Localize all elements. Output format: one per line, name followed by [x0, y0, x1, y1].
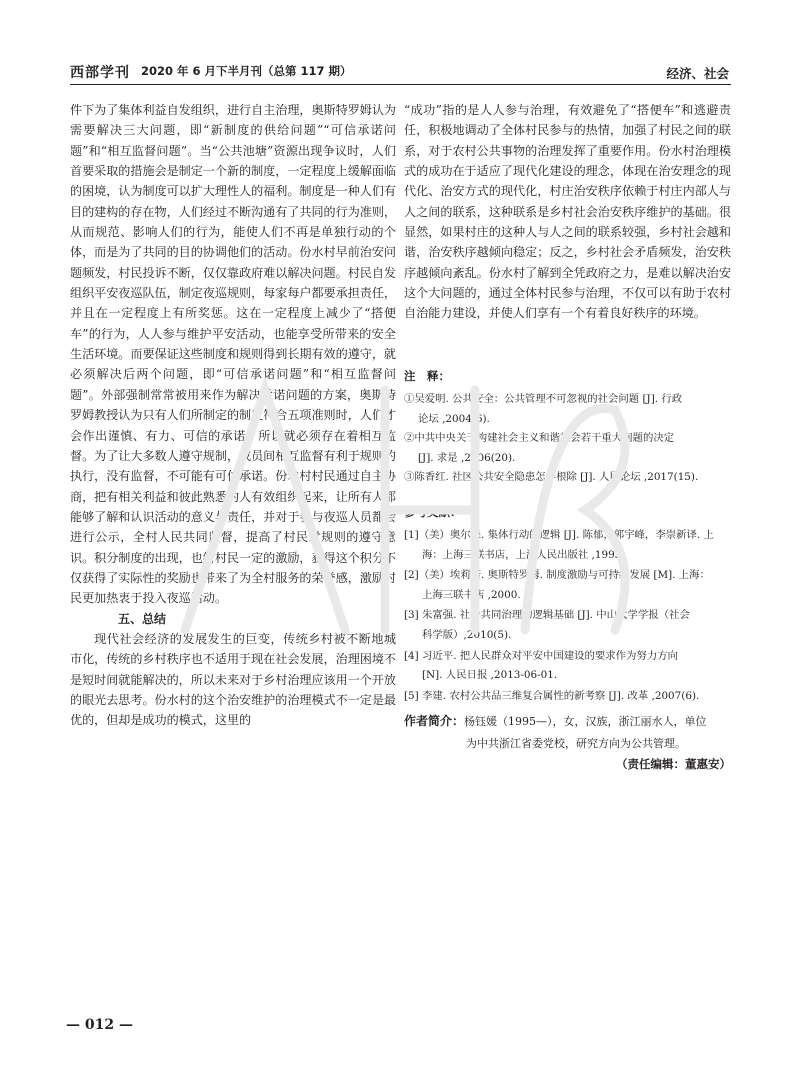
note-line: [J]. 求是 ,2006(20).: [418, 451, 516, 464]
note-line: ③陈香红. 社区公共安全隐患怎样根除 [J]. 人民论坛 ,2017(15).: [404, 471, 699, 484]
note-item: [404, 429, 734, 468]
note-line: ①吴爱明. 公共安全：公共管理不可忽视的社会问题 [J]. 行政: [404, 393, 683, 405]
body-paragraph: 件下为了集体利益自发组织，进行自主治理，奥斯特罗姆认为需要解决三大问题，即“新制度的供给问题”“可信承诺问题”和“相互监督问题”。当“公共池塘”资源出现争议时，人们首要采取的措施会是制定一个新的制度，一定程度上缓解面临的困境，认为制度可以扩大理性人的福利。制度是一种人们有目的建构的存在物，人们经过不断沟通有了共同的行为准则，从而规范、影响人们的行为，能使人们不再是单独行动的个体，而是为了共同的目的协调他们的活动。份水村早前治安问题频发，村民投诉不断，仅仅靠政府难以解决问题。村民自发组织平安夜巡队伍，制定夜巡规则，每家每户都要承担责任，并且在一定程度上有所奖惩。这在一定程度上减少了“搭便车”的行为，人人参与维护平安活动，也能享受所带来的安全生活环境。而要保证这些制度和规则得到长期有效的遵守，就必须解决后两个问题，即“可信承诺问题”和“相互监督问题”。外部强制常常被用来作为解决承诺问题的方案，奥斯特罗姆教授认为只有人们所制定的制度符合五项准则时，人们才会作出谨慎、有力、可信的承诺，所以就必须存在着相互监督。为了让大多数人遵守规制，成员间相互监督有利于规则的执行，没有监督，不可能有可信承诺。份水村村民通过自主协商，把有相关利益和彼此熟悉的人有效组织起来，让所有人都能够了解和认识活动的意义与责任，并对于参与夜巡人员都会进行公示，全村人民共同监督，提高了村民对规则的遵守意识。积分制度的出现，也给村民一定的激励，获得这个积分不仅获得了实际性的奖励也带来了为全村服务的荣誉感，激励村民更加热衷于投入夜巡活动。: [70, 103, 396, 606]
reference-line: 科学版）,2010(5).: [422, 628, 512, 641]
section-heading: 五、总结: [118, 611, 166, 626]
column-name: 经济、社会: [666, 66, 729, 81]
reference-line: [4] 习近平. 把人民群众对平安中国建设的要求作为努力方向: [404, 649, 678, 662]
references-heading: 参考文献：: [404, 505, 462, 519]
reference-line: [1]（美）奥尔森. 集体行动的逻辑 [J]. 陈郁，郭宇峰，李崇新译. 上: [404, 529, 714, 541]
author-bio: [404, 710, 734, 755]
author-line: 杨钰媛（1995—），女，汉族，浙江丽水人，单位: [464, 715, 707, 728]
reference-line: [5] 李建. 农村公共品三维复合属性的新考察 [J]. 改革 ,2007(6).: [404, 689, 700, 702]
author-label: 作者简介：: [404, 714, 465, 728]
reference-line: [N]. 人民日报 ,2013-06-01.: [422, 669, 558, 682]
reference-item: [404, 526, 734, 565]
author-line: 为中共浙江省委党校，研究方向为公共管理。: [466, 737, 686, 750]
body-paragraph: 现代社会经济的发展发生的巨变，传统乡村被不断地城市化，传统的乡村秩序也不适用于现在社会发展，治理困境不是短时间就能解决的，所以未来对于乡村治理应该用一个开放的眼光去思考。份水村的这个治安维护的治理模式不一定是最优的，但却是成功的模式，这里的: [70, 631, 396, 728]
editor-credit: （责任编辑：董惠安）: [616, 757, 731, 771]
body-paragraph: “成功”指的是人人参与治理，有效避免了“搭便车”和逃避责任，积极地调动了全体村民参与的热情，加强了村民之间的联系，对于农村公共事物的治理发挥了重要作用。份水村治理模式的成功在于适应了现代化建设的理念，体现在治安理念的现代化、治安方式的现代化，村庄治安秩序依赖于村庄内部人与人之间的联系，这种联系是乡村社会治安秩序维护的基础。很显然，如果村庄的这种人与人之间的联系较强，乡村社会越和谐，治安秩序越倾向稳定；反之，乡村社会矛盾频发，治安秩序越倾向紊乱。份水村了解到全凭政府之力，是难以解决治安这个大问题的，通过全体村民参与治理，不仅可以有助于农村自治能力建设，并使人们享有一个有着良好秩序的环境。: [404, 103, 731, 321]
journal-logo: 西部学刊: [70, 65, 130, 81]
reference-line: [3] 朱富强. 社会共同治理的逻辑基础 [J]. 中山大学学报（社会: [404, 609, 690, 622]
reference-item: [404, 647, 734, 686]
note-line: 论坛 ,2004(6).: [418, 412, 490, 425]
note-item: [404, 390, 734, 429]
right-column: [404, 100, 731, 324]
notes-list: [404, 390, 734, 488]
issue-info: 2020 年 6 月下半月刊（总第 117 期）: [141, 64, 352, 78]
reference-item: [404, 687, 734, 707]
reference-line: 海：上海三联书店，上海人民出版社 ,1995.: [422, 548, 625, 561]
notes-heading: 注 释：: [404, 369, 450, 383]
note-item: [404, 468, 734, 488]
reference-item: [404, 606, 734, 645]
reference-line: [2]（美）埃莉诺. 奥斯特罗姆. 制度激励与可持续发展 [M]. 上海：: [404, 569, 710, 582]
reference-item: [404, 566, 734, 605]
running-header: [70, 58, 731, 85]
left-column: [70, 100, 396, 731]
references-list: [404, 526, 734, 707]
page-number: — 012 —: [66, 1017, 133, 1033]
reference-line: 上海三联书店 ,2000.: [422, 588, 521, 601]
note-line: ②中共中央关于构建社会主义和谐社会若干重大问题的决定: [404, 432, 675, 445]
